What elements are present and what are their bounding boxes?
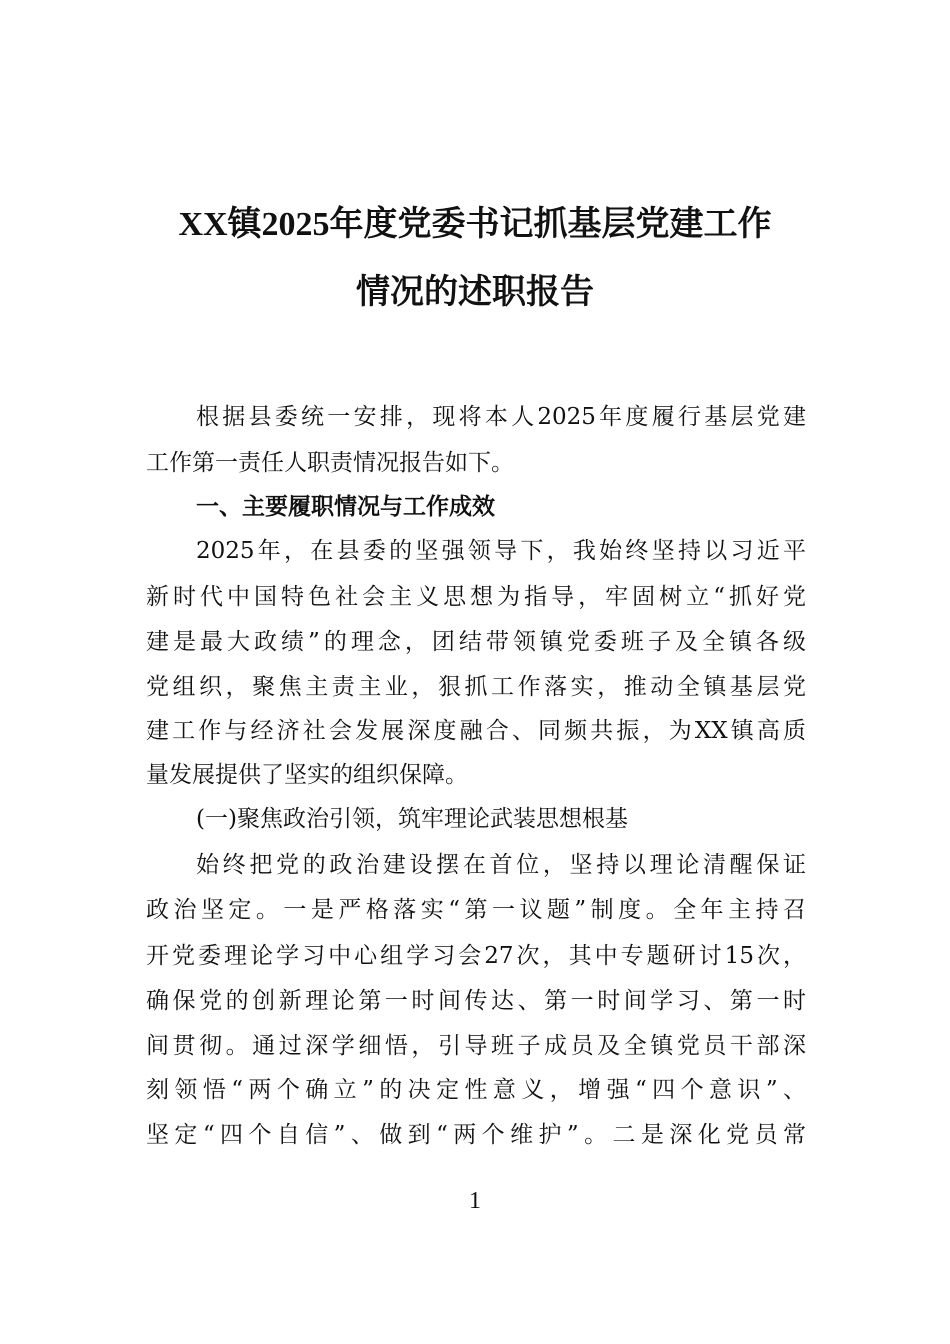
paragraph-line: 确保党的创新理论第一时间传达、第一时间学习、第一时 (146, 988, 806, 1014)
section-heading: 一、主要履职情况与工作成效 (196, 494, 495, 520)
paragraph-line: 2025年，在县委的坚强领导下，我始终坚持以习近平 (196, 538, 806, 564)
paragraph-line: 量发展提供了坚实的组织保障。 (146, 762, 468, 788)
paragraph-line: 刻领悟“两个确立”的决定性意义，增强“四个意识”、 (146, 1077, 806, 1103)
paragraph-line: 建是最大政绩”的理念，团结带领镇党委班子及全镇各级 (146, 629, 806, 655)
paragraph-line: 政治坚定。一是严格落实“第一议题”制度。全年主持召 (146, 897, 806, 923)
paragraph-line: 工作第一责任人职责情况报告如下。 (146, 450, 514, 476)
page-number: 1 (469, 1188, 481, 1214)
paragraph-line: 新时代中国特色社会主义思想为指导，牢固树立“抓好党 (146, 584, 806, 610)
paragraph-line: 始终把党的政治建设摆在首位，坚持以理论清醒保证 (196, 852, 806, 878)
paragraph-line: 建工作与经济社会发展深度融合、同频共振，为XX镇高质 (146, 718, 806, 744)
paragraph-line: 间贯彻。通过深学细悟，引导班子成员及全镇党员干部深 (146, 1033, 806, 1059)
subsection-heading: (一)聚焦政治引领，筑牢理论武装思想根基 (196, 806, 628, 832)
document-title-line-1: XX镇2025年度党委书记抓基层党建工作 (178, 206, 772, 243)
paragraph-line: 党组织，聚焦主责主业，狠抓工作落实，推动全镇基层党 (146, 674, 806, 700)
document-title-line-2: 情况的述职报告 (356, 274, 594, 311)
paragraph-line: 根据县委统一安排，现将本人2025年度履行基层党建 (196, 404, 806, 430)
paragraph-line: 开党委理论学习中心组学习会27次，其中专题研讨15次， (146, 943, 806, 969)
paragraph-line: 坚定“四个自信”、做到“两个维护”。二是深化党员常 (146, 1122, 806, 1148)
